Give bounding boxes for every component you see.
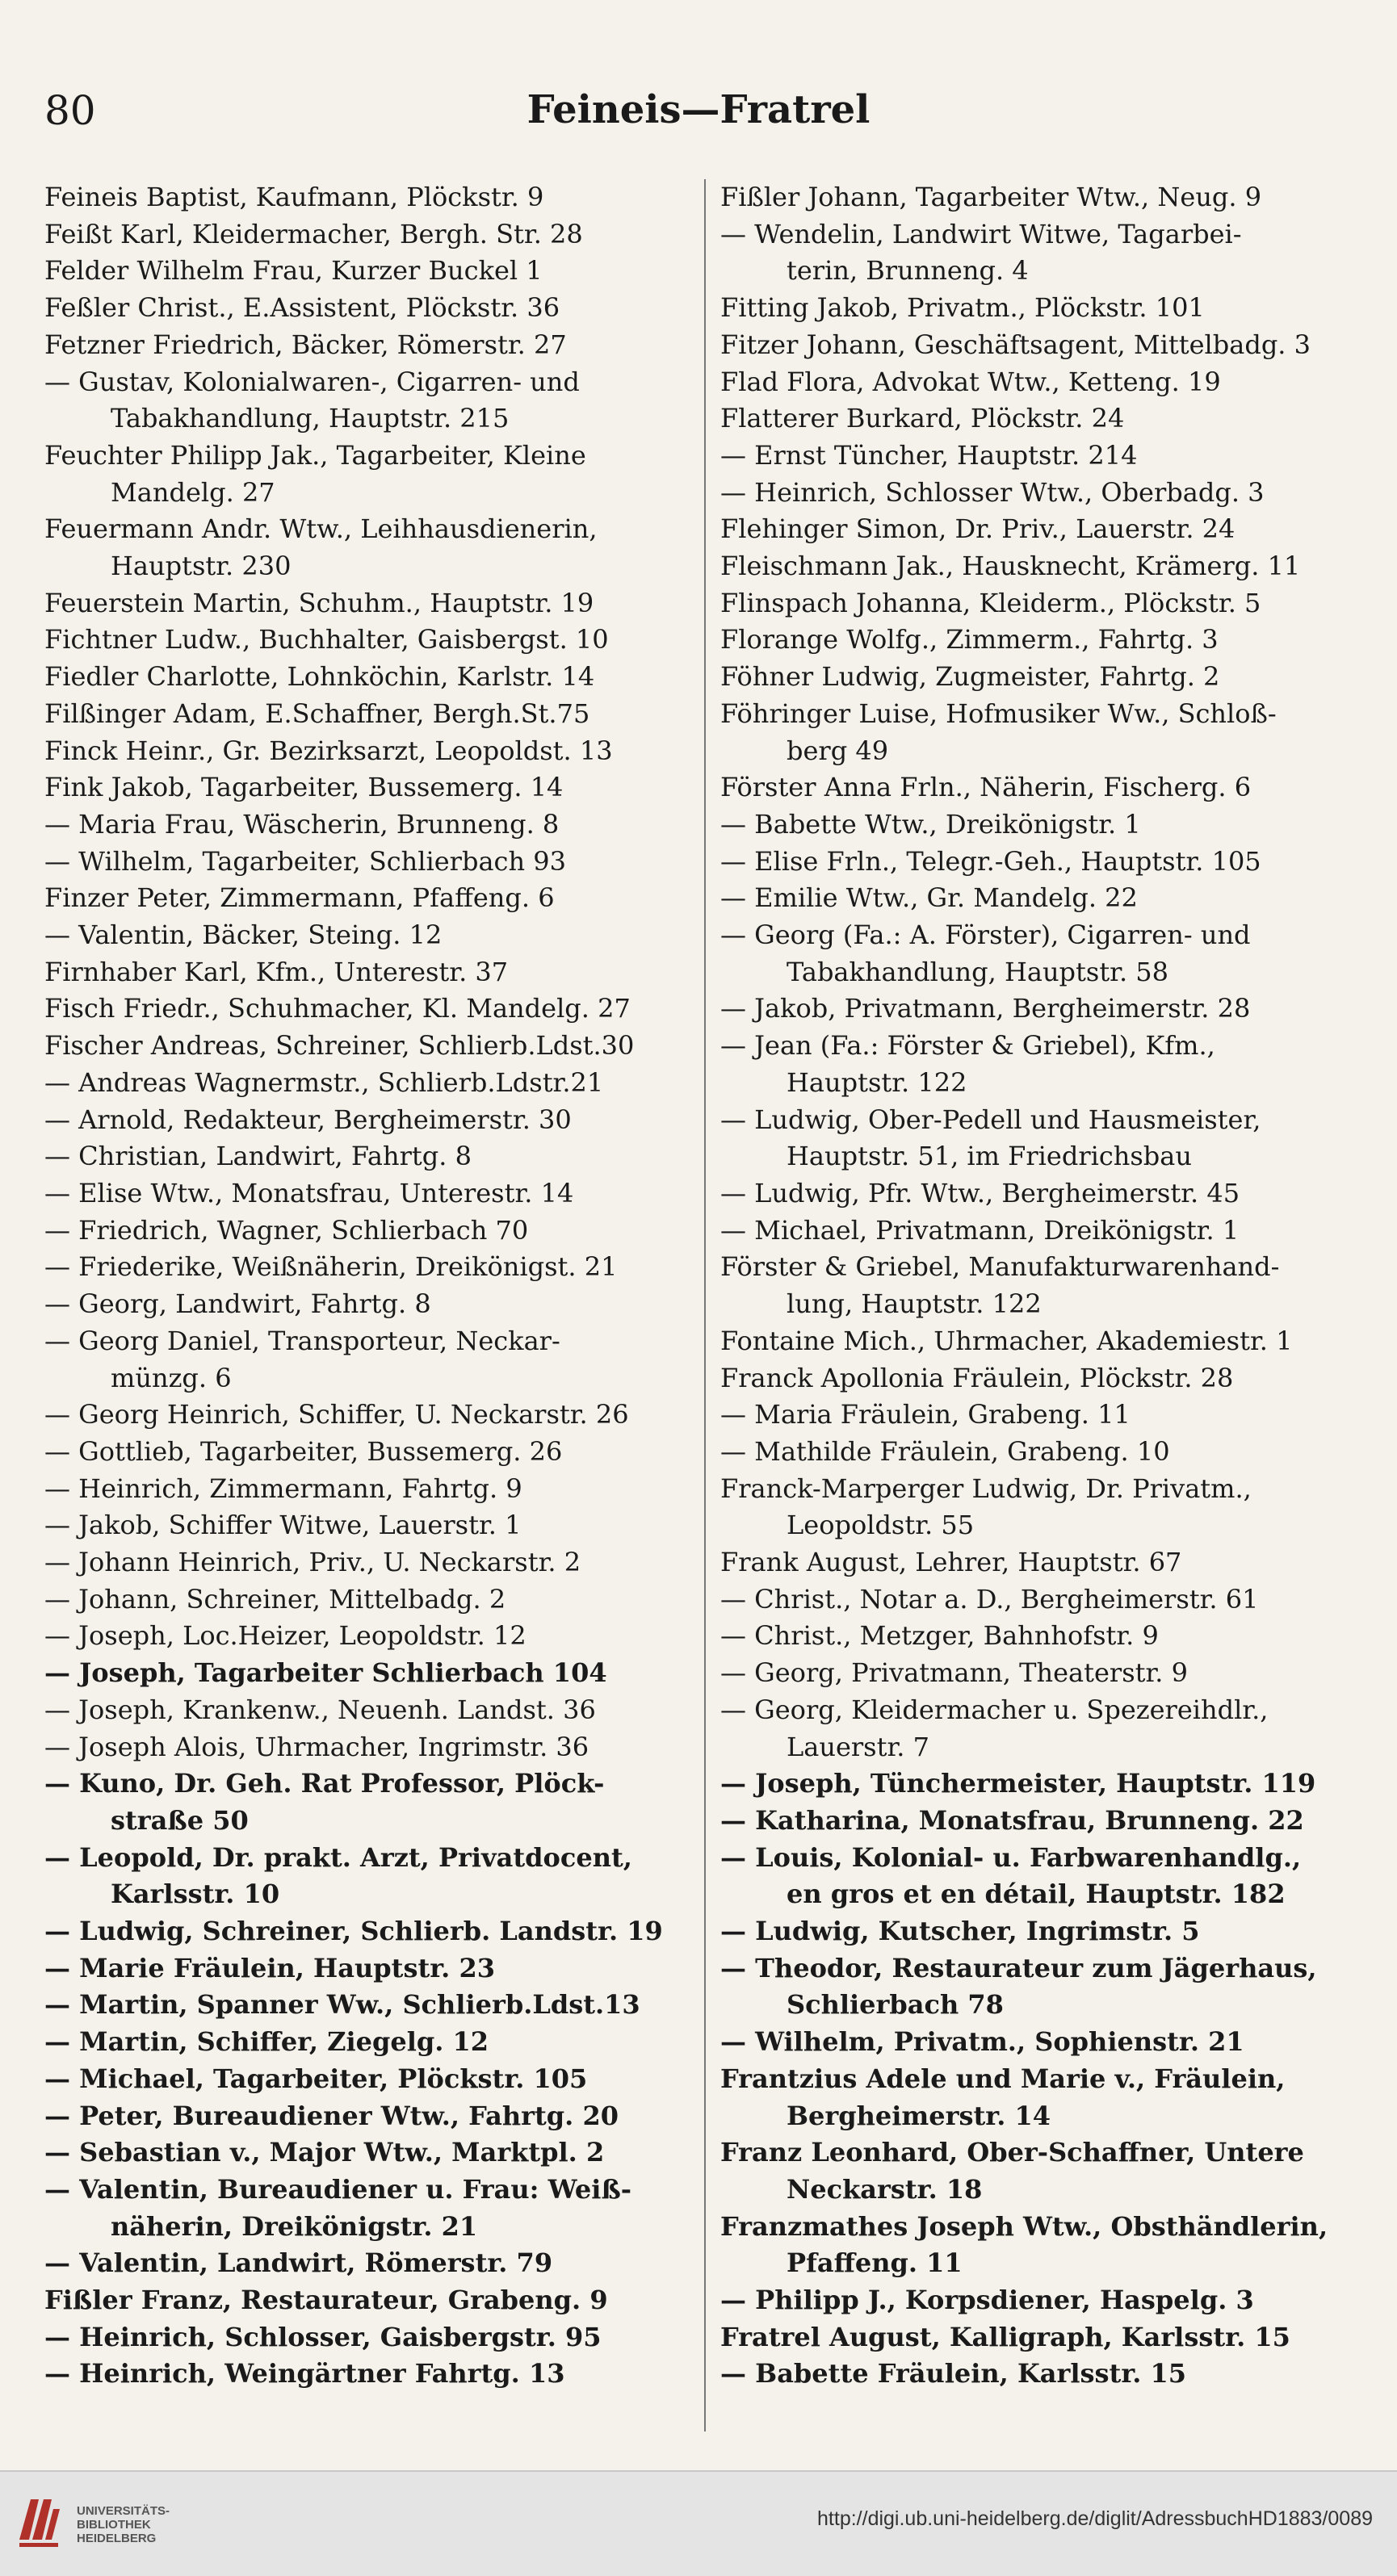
directory-entry: — Friedrich, Wagner, Schlierbach 70 [44, 1214, 529, 1246]
directory-entry: — Emilie Wtw., Gr. Mandelg. 22 [720, 882, 1138, 914]
directory-entry: — Gustav, Kolonialwaren-, Cigarren- und [44, 366, 580, 397]
directory-entry: Flinspach Johanna, Kleiderm., Plöckstr. 5 [720, 587, 1261, 618]
directory-entry: — Michael, Tagarbeiter, Plöckstr. 105 [44, 2063, 588, 2094]
directory-entry: Finck Heinr., Gr. Bezirksarzt, Leopoldst. 13 [44, 735, 613, 766]
directory-entry: — Ernst Tüncher, Hauptstr. 214 [720, 439, 1138, 471]
directory-entry: — Heinrich, Schlosser Wtw., Oberbadg. 3 [720, 476, 1265, 508]
directory-entry: — Maria Fräulein, Grabeng. 11 [720, 1399, 1131, 1430]
entry-continuation: Pfaffeng. 11 [787, 2247, 963, 2279]
entry-continuation: en gros et en détail, Hauptstr. 182 [787, 1879, 1286, 1910]
directory-entry: — Johann, Schreiner, Mittelbadg. 2 [44, 1583, 506, 1615]
directory-entry: — Georg, Privatmann, Theaterstr. 9 [720, 1657, 1188, 1689]
entry-continuation: Tabakhandlung, Hauptstr. 215 [111, 403, 510, 434]
directory-entry: Fink Jakob, Tagarbeiter, Bussemerg. 14 [44, 772, 564, 803]
directory-entry: Fisch Friedr., Schuhmacher, Kl. Mandelg. 27 [44, 993, 631, 1024]
directory-entry: Florange Wolfg., Zimmerm., Fahrtg. 3 [720, 624, 1219, 656]
directory-entry: — Georg, Kleidermacher u. Spezereihdlr., [720, 1694, 1269, 1725]
column-divider [704, 179, 706, 2431]
directory-entry: — Valentin, Bäcker, Steing. 12 [44, 919, 443, 951]
directory-entry: — Joseph, Tünchermeister, Hauptstr. 119 [720, 1768, 1316, 1799]
right-column [720, 179, 1374, 2393]
directory-entry: Förster Anna Frln., Näherin, Fischerg. 6 [720, 772, 1252, 803]
directory-entry: Fleischmann Jak., Hausknecht, Krämerg. 11 [720, 551, 1301, 582]
university-library-logo-icon [15, 2483, 63, 2564]
directory-entry: — Philipp J., Korpsdiener, Haspelg. 3 [720, 2285, 1254, 2316]
directory-entry: — Leopold, Dr. prakt. Arzt, Privatdocent, [44, 1841, 632, 1873]
directory-entry: — Valentin, Bureaudiener u. Frau: Weiß- [44, 2173, 632, 2205]
directory-entry: Feineis Baptist, Kaufmann, Plöckstr. 9 [44, 182, 544, 212]
directory-entry: Finzer Peter, Zimmermann, Pfaffeng. 6 [44, 882, 555, 914]
directory-entry: Feuerstein Martin, Schuhm., Hauptstr. 19 [44, 587, 594, 618]
directory-entry: — Ludwig, Pfr. Wtw., Bergheimerstr. 45 [720, 1177, 1240, 1208]
directory-entry: Föhner Ludwig, Zugmeister, Fahrtg. 2 [720, 661, 1220, 693]
entry-continuation: Hauptstr. 122 [787, 1066, 967, 1098]
directory-entry: — Kuno, Dr. Geh. Rat Professor, Plöck- [44, 1768, 605, 1799]
directory-entry: — Arnold, Redakteur, Bergheimerstr. 30 [44, 1104, 572, 1135]
directory-entry: Fitzer Johann, Geschäftsagent, Mittelbadg. 3 [720, 329, 1311, 360]
directory-entry: — Christ., Metzger, Bahnhofstr. 9 [720, 1620, 1159, 1652]
directory-entry: — Louis, Kolonial- u. Farbwarenhandlg., [720, 1841, 1302, 1873]
directory-entry: Fißler Johann, Tagarbeiter Wtw., Neug. 9 [720, 182, 1262, 212]
directory-entry: — Maria Frau, Wäscherin, Brunneng. 8 [44, 808, 560, 840]
directory-entry: Felder Wilhelm Frau, Kurzer Buckel 1 [44, 255, 543, 287]
directory-entry: Fetzner Friedrich, Bäcker, Römerstr. 27 [44, 329, 567, 360]
directory-entry: — Martin, Schiffer, Ziegelg. 12 [44, 2026, 489, 2058]
directory-entry: — Ludwig, Schreiner, Schlierb. Landstr. 19 [44, 1916, 663, 1947]
directory-entry: — Andreas Wagnermstr., Schlierb.Ldstr.21 [44, 1066, 604, 1098]
directory-entry: — Jean (Fa.: Förster & Griebel), Kfm., [720, 1030, 1215, 1062]
entry-continuation: Mandelg. 27 [111, 476, 275, 508]
entry-continuation: Leopoldstr. 55 [787, 1510, 975, 1541]
entry-continuation: Bergheimerstr. 14 [787, 2100, 1051, 2131]
entry-continuation: Lauerstr. 7 [787, 1731, 929, 1762]
directory-entry: — Heinrich, Schlosser, Gaisbergstr. 95 [44, 2321, 602, 2352]
directory-entry: — Gottlieb, Tagarbeiter, Bussemerg. 26 [44, 1435, 563, 1467]
directory-entry: — Heinrich, Weingärtner Fahrtg. 13 [44, 2358, 565, 2390]
entry-continuation: berg 49 [787, 735, 889, 766]
directory-entry: Flatterer Burkard, Plöckstr. 24 [720, 403, 1125, 434]
directory-entry: Feuermann Andr. Wtw., Leihhausdienerin, [44, 513, 598, 545]
directory-entry: Förster & Griebel, Manufakturwarenhand- [720, 1251, 1280, 1283]
directory-entry: Föhringer Luise, Hofmusiker Ww., Schloß- [720, 697, 1277, 729]
directory-entry: — Ludwig, Kutscher, Ingrimstr. 5 [720, 1916, 1200, 1947]
directory-entry: — Georg (Fa.: A. Förster), Cigarren- und [720, 919, 1251, 951]
directory-entry: Flehinger Simon, Dr. Priv., Lauerstr. 24 [720, 513, 1235, 545]
library-name-line2: BIBLIOTHEK [77, 2518, 151, 2532]
entry-continuation: Karlsstr. 10 [111, 1879, 280, 1910]
directory-entry: — Joseph, Tagarbeiter Schlierbach 104 [44, 1657, 607, 1689]
library-name [77, 2504, 170, 2545]
entry-continuation: Hauptstr. 230 [111, 551, 292, 582]
directory-entry: Feißt Karl, Kleidermacher, Bergh. Str. 28 [44, 218, 583, 249]
directory-entry: Feßler Christ., E.Assistent, Plöckstr. 36 [44, 292, 560, 324]
directory-entry: — Katharina, Monatsfrau, Brunneng. 22 [720, 1804, 1304, 1836]
directory-entry: — Heinrich, Zimmermann, Fahrtg. 9 [44, 1472, 522, 1504]
directory-entry: Firnhaber Karl, Kfm., Unterestr. 37 [44, 956, 509, 987]
source-url-link[interactable]: http://digi.ub.uni-heidelberg.de/diglit/AdressbuchHD1883/0089 [817, 2507, 1373, 2530]
entry-continuation: Schlierbach 78 [787, 1989, 1004, 2021]
directory-entry: — Jakob, Schiffer Witwe, Lauerstr. 1 [44, 1510, 522, 1541]
entry-continuation: münzg. 6 [111, 1362, 232, 1393]
directory-entry: — Mathilde Fräulein, Grabeng. 10 [720, 1435, 1170, 1467]
directory-entry: — Peter, Bureaudiener Wtw., Fahrtg. 20 [44, 2100, 619, 2131]
directory-entry: Feuchter Philipp Jak., Tagarbeiter, Kleine [44, 439, 586, 471]
running-header: Feineis—Fratrel [526, 87, 871, 132]
directory-entry: — Babette Wtw., Dreikönigstr. 1 [720, 808, 1141, 840]
footer-bar [0, 2470, 1397, 2576]
directory-entry: — Wilhelm, Tagarbeiter, Schlierbach 93 [44, 845, 566, 877]
directory-entry: Franzmathes Joseph Wtw., Obsthändlerin, [720, 2210, 1328, 2242]
left-column [44, 179, 698, 2393]
entry-continuation: Tabakhandlung, Hauptstr. 58 [787, 956, 1169, 987]
page-number: 80 [44, 87, 96, 134]
entry-continuation: straße 50 [111, 1804, 249, 1836]
library-name-line3: HEIDELBERG [77, 2532, 157, 2545]
directory-entry: — Joseph, Loc.Heizer, Leopoldstr. 12 [44, 1620, 526, 1652]
directory-entry: — Friederike, Weißnäherin, Dreikönigst. 21 [44, 1251, 618, 1283]
directory-entry: — Georg Daniel, Transporteur, Neckar- [44, 1325, 560, 1356]
directory-entry: — Babette Fräulein, Karlsstr. 15 [720, 2358, 1187, 2390]
directory-entry: — Elise Wtw., Monatsfrau, Unterestr. 14 [44, 1177, 574, 1208]
directory-entry: — Wendelin, Landwirt Witwe, Tagarbei- [720, 218, 1242, 249]
entry-continuation: terin, Brunneng. 4 [787, 255, 1029, 287]
library-name-line1: UNIVERSITÄTS- [77, 2504, 170, 2518]
directory-entry: — Elise Frln., Telegr.-Geh., Hauptstr. 105 [720, 845, 1261, 877]
directory-entry: Franz Leonhard, Ober-Schaffner, Untere [720, 2137, 1304, 2168]
entry-continuation: Neckarstr. 18 [787, 2173, 983, 2205]
directory-entry: — Joseph, Krankenw., Neuenh. Landst. 36 [44, 1694, 596, 1725]
directory-entry: Fratrel August, Kalligraph, Karlsstr. 15 [720, 2321, 1290, 2352]
directory-entry: Fontaine Mich., Uhrmacher, Akademiestr. 1 [720, 1325, 1293, 1356]
directory-entry: — Joseph Alois, Uhrmacher, Ingrimstr. 36 [44, 1731, 589, 1762]
directory-entry: — Georg, Landwirt, Fahrtg. 8 [44, 1288, 431, 1320]
directory-entry: — Georg Heinrich, Schiffer, U. Neckarstr. 26 [44, 1399, 629, 1430]
directory-entry: — Jakob, Privatmann, Bergheimerstr. 28 [720, 993, 1251, 1024]
directory-entry: — Wilhelm, Privatm., Sophienstr. 21 [720, 2026, 1244, 2058]
directory-entry: — Ludwig, Ober-Pedell und Hausmeister, [720, 1104, 1261, 1135]
directory-entry: Franck-Marperger Ludwig, Dr. Privatm., [720, 1472, 1252, 1504]
directory-entry: — Theodor, Restaurateur zum Jägerhaus, [720, 1952, 1317, 1983]
directory-entry: Filßinger Adam, E.Schaffner, Bergh.St.75 [44, 697, 590, 729]
directory-entry: Franck Apollonia Fräulein, Plöckstr. 28 [720, 1362, 1234, 1393]
directory-entry: Frank August, Lehrer, Hauptstr. 67 [720, 1547, 1182, 1578]
directory-entry: — Marie Fräulein, Hauptstr. 23 [44, 1952, 495, 1983]
directory-entry: — Valentin, Landwirt, Römerstr. 79 [44, 2247, 553, 2279]
directory-entry: — Johann Heinrich, Priv., U. Neckarstr. 2 [44, 1547, 581, 1578]
directory-entry: — Christ., Notar a. D., Bergheimerstr. 61 [720, 1583, 1259, 1615]
directory-entry: Frantzius Adele und Marie v., Fräulein, [720, 2063, 1286, 2094]
directory-entry: Fichtner Ludw., Buchhalter, Gaisbergst. 10 [44, 624, 609, 656]
directory-entry: — Martin, Spanner Ww., Schlierb.Ldst.13 [44, 1989, 640, 2021]
directory-entry: Fiedler Charlotte, Lohnköchin, Karlstr. 14 [44, 661, 595, 693]
directory-entry: Flad Flora, Advokat Wtw., Ketteng. 19 [720, 366, 1221, 397]
entry-continuation: näherin, Dreikönigstr. 21 [111, 2210, 478, 2242]
directory-entry: — Michael, Privatmann, Dreikönigstr. 1 [720, 1214, 1240, 1246]
directory-entry: — Christian, Landwirt, Fahrtg. 8 [44, 1141, 472, 1172]
entry-continuation: Hauptstr. 51, im Friedrichsbau [787, 1141, 1192, 1172]
directory-entry: Fißler Franz, Restaurateur, Grabeng. 9 [44, 2285, 608, 2316]
directory-entry: Fischer Andreas, Schreiner, Schlierb.Ldst.30 [44, 1030, 635, 1062]
directory-entry: Fitting Jakob, Privatm., Plöckstr. 101 [720, 292, 1205, 324]
directory-entry: — Sebastian v., Major Wtw., Marktpl. 2 [44, 2137, 605, 2168]
entry-continuation: lung, Hauptstr. 122 [787, 1288, 1042, 1320]
